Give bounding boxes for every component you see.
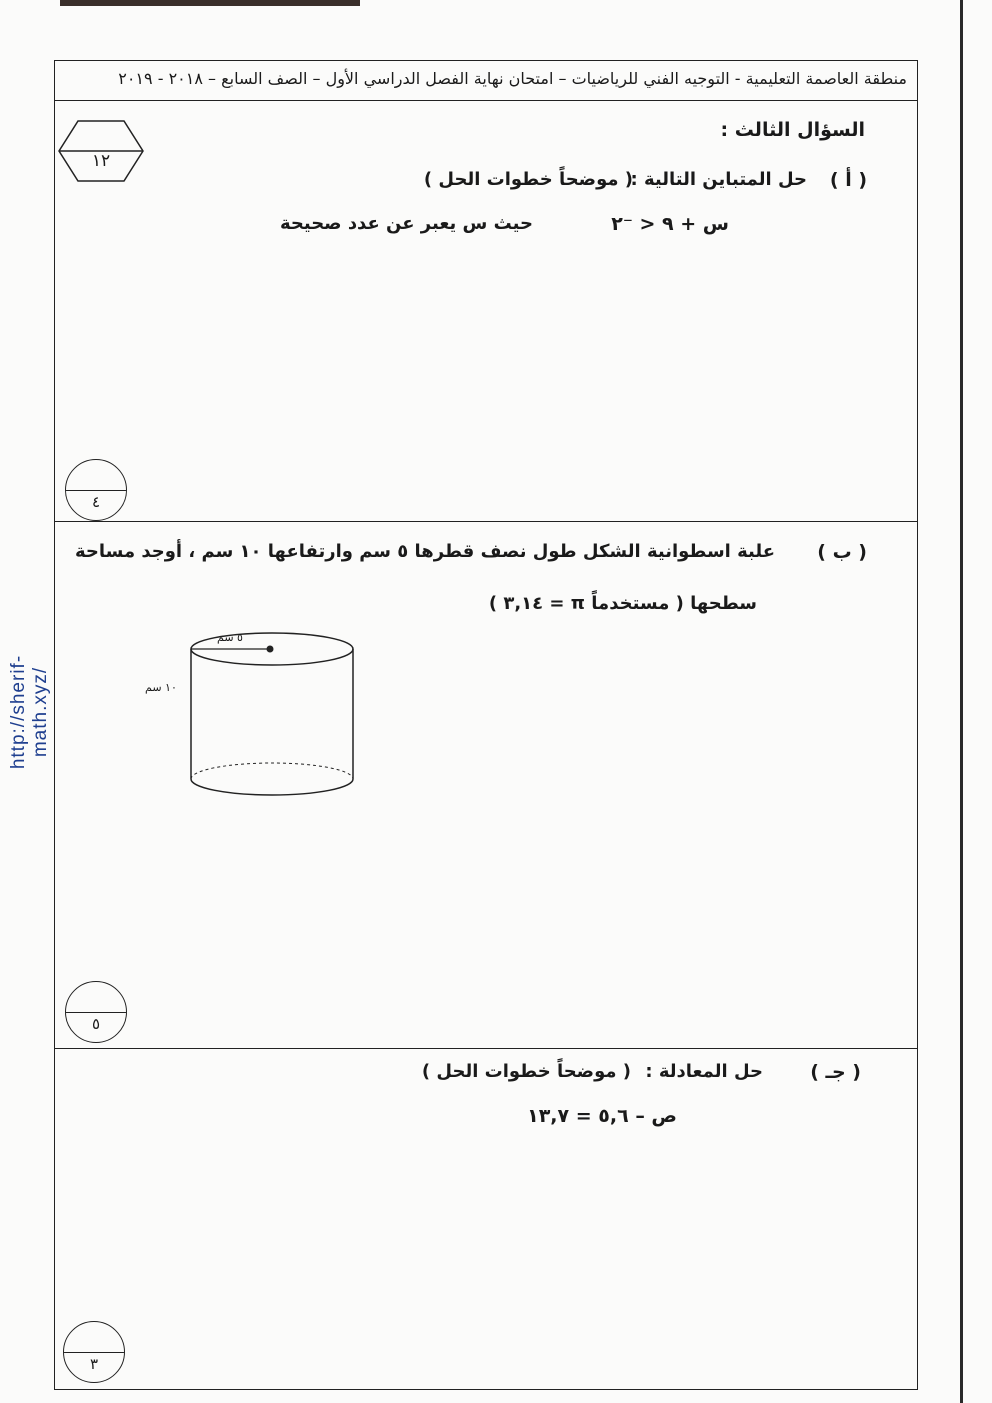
exam-sheet <box>54 60 918 1390</box>
part-c-instruction: حل المعادلة : <box>645 1061 763 1082</box>
part-b-score: ٥ <box>91 1015 101 1033</box>
part-b-label: ( ب ) <box>817 541 867 563</box>
part-a-instruction: حل المتباين التالية : <box>630 169 807 190</box>
part-c-note: ( موضحاً خطوات الحل ) <box>421 1061 631 1082</box>
cylinder-center-dot <box>267 646 274 653</box>
cylinder-figure <box>185 631 360 806</box>
part-c-label: ( جـ ) <box>810 1061 861 1083</box>
part-a-score-circle <box>65 459 127 521</box>
part-a-expression: س + ٩ < ⁻٢ <box>611 213 729 235</box>
header-title: منطقة العاصمة التعليمية - التوجيه الفني للرياضيات – امتحان نهاية الفصل الدراسي الأول – الصف السابع – ٢٠١٨ - ٢٠١٩ <box>118 69 907 88</box>
divider-b-c <box>55 1048 917 1049</box>
scan-edge-right <box>960 0 963 1403</box>
part-a-score: ٤ <box>91 493 101 511</box>
part-c-equation: ص – ٥,٦ = ١٣,٧ <box>527 1105 677 1127</box>
cylinder-bottom-back-dashed <box>191 763 353 779</box>
part-a-label: ( أ ) <box>829 169 867 191</box>
cylinder-bottom-front <box>191 779 353 795</box>
total-score-value: ١٢ <box>91 151 111 171</box>
question-title: السؤال الثالث : <box>720 119 865 141</box>
cylinder-radius-label: ٥ سم <box>217 631 243 644</box>
part-c-score: ٣ <box>89 1355 99 1373</box>
header-band <box>55 61 917 101</box>
scan-edge-top <box>60 0 360 6</box>
part-b-line2: سطحها ( مستخدماً π = ٣,١٤ ) <box>488 593 757 614</box>
divider-a-b <box>55 521 917 522</box>
cylinder-height-label: ١٠ سم <box>145 681 177 694</box>
part-b-score-circle <box>65 981 127 1043</box>
part-a-note: ( موضحاً خطوات الحل ) <box>423 169 633 190</box>
side-watermark-url: http://sherif-math.xyz/ <box>8 654 51 770</box>
part-b-line1: علبة اسطوانية الشكل طول نصف قطرها ٥ سم وارتفاعها ١٠ سم ، أوجد مساحة <box>74 541 775 562</box>
part-a-condition: حيث س يعبر عن عدد صحيحة <box>279 213 533 234</box>
part-c-score-circle <box>63 1321 125 1383</box>
